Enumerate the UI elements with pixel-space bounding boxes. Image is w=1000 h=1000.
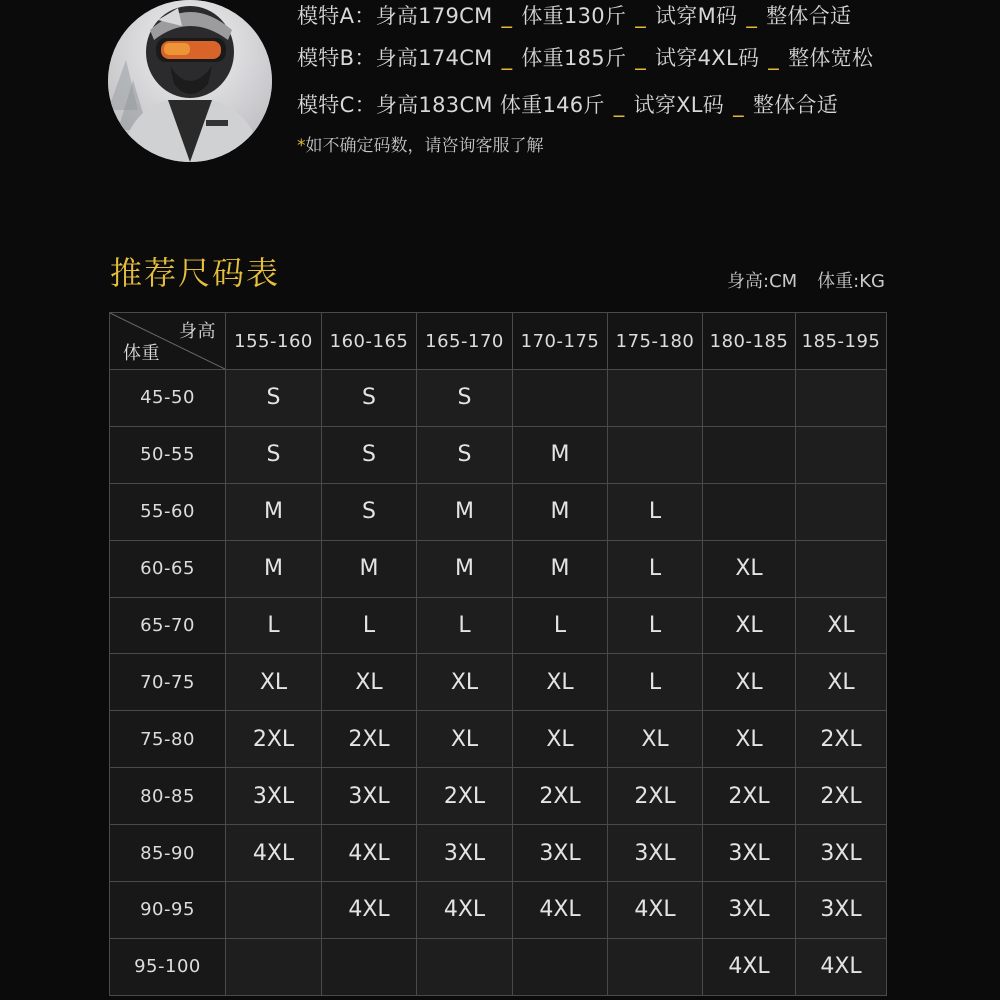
units-legend	[727, 267, 885, 293]
table-row	[110, 483, 887, 540]
model-name: 模特A	[297, 4, 355, 28]
separator: _	[635, 4, 647, 28]
height-column-header: 155-160	[226, 313, 322, 370]
model-colon: ：	[354, 93, 376, 117]
size-cell: S	[417, 370, 513, 427]
table-row	[110, 654, 887, 711]
size-cell: 3XL	[703, 825, 796, 882]
size-cell: XL	[703, 597, 796, 654]
size-cell: 4XL	[417, 882, 513, 939]
height-column-header: 175-180	[608, 313, 703, 370]
weight-row-header: 95-100	[110, 938, 226, 995]
size-cell: 3XL	[796, 882, 887, 939]
model-height: 身高179CM	[375, 4, 493, 28]
size-cell	[322, 938, 417, 995]
model-size: 试穿4XL码	[655, 46, 760, 70]
size-cell: 2XL	[796, 768, 887, 825]
model-fit: 整体合适	[766, 4, 852, 28]
size-cell: S	[322, 483, 417, 540]
size-cell	[703, 370, 796, 427]
size-cell: L	[417, 597, 513, 654]
size-cell: XL	[703, 654, 796, 711]
table-header-row	[110, 313, 887, 370]
size-cell: 3XL	[322, 768, 417, 825]
table-row	[110, 882, 887, 939]
height-column-header: 160-165	[322, 313, 417, 370]
size-cell	[226, 882, 322, 939]
size-cell: S	[226, 370, 322, 427]
size-consult-note	[297, 131, 544, 156]
height-column-header: 180-185	[703, 313, 796, 370]
model-height: 身高174CM	[375, 46, 493, 70]
size-cell	[513, 938, 608, 995]
model-c-line	[297, 89, 838, 119]
table-row	[110, 426, 887, 483]
weight-row-header: 65-70	[110, 597, 226, 654]
size-cell: 4XL	[513, 882, 608, 939]
table-row	[110, 825, 887, 882]
size-cell: XL	[513, 654, 608, 711]
weight-row-header: 55-60	[110, 483, 226, 540]
separator: _	[635, 46, 647, 70]
size-cell: 4XL	[322, 882, 417, 939]
model-weight: 体重130斤	[521, 4, 627, 28]
note-text: 如不确定码数，请咨询客服了解	[305, 136, 544, 156]
size-cell	[796, 370, 887, 427]
size-cell: M	[513, 426, 608, 483]
separator: _	[501, 46, 513, 70]
page-title: 推荐尺码表	[110, 254, 281, 292]
size-cell: XL	[703, 711, 796, 768]
size-cell: L	[513, 597, 608, 654]
model-name: 模特B	[297, 46, 355, 70]
weight-row-header: 60-65	[110, 540, 226, 597]
size-cell: L	[608, 654, 703, 711]
size-cell: 2XL	[417, 768, 513, 825]
size-cell: L	[322, 597, 417, 654]
separator: _	[768, 46, 780, 70]
size-cell: M	[322, 540, 417, 597]
size-cell: L	[226, 597, 322, 654]
size-cell	[796, 540, 887, 597]
size-cell: XL	[417, 711, 513, 768]
size-cell: 4XL	[703, 938, 796, 995]
table-row	[110, 938, 887, 995]
size-cell: M	[226, 483, 322, 540]
weight-row-header: 45-50	[110, 370, 226, 427]
size-cell: M	[513, 540, 608, 597]
size-cell: 4XL	[322, 825, 417, 882]
size-cell: L	[608, 483, 703, 540]
corner-height-label: 身高	[179, 321, 216, 342]
size-cell	[608, 938, 703, 995]
size-cell: L	[608, 540, 703, 597]
model-a-line	[297, 0, 851, 30]
model-name: 模特C	[297, 93, 355, 117]
table-row	[110, 597, 887, 654]
height-column-header: 185-195	[796, 313, 887, 370]
size-cell: 3XL	[608, 825, 703, 882]
size-cell: 4XL	[796, 938, 887, 995]
weight-row-header: 90-95	[110, 882, 226, 939]
corner-weight-label: 体重	[123, 343, 160, 364]
size-cell: 2XL	[703, 768, 796, 825]
height-unit: 身高:CM	[727, 271, 798, 292]
size-cell: M	[417, 540, 513, 597]
size-cell: 3XL	[796, 825, 887, 882]
size-cell: 2XL	[226, 711, 322, 768]
weight-row-header: 50-55	[110, 426, 226, 483]
model-height: 身高183CM	[375, 93, 493, 117]
size-cell: 2XL	[796, 711, 887, 768]
table-row	[110, 540, 887, 597]
model-fit: 整体合适	[752, 93, 839, 117]
model-colon: ：	[354, 46, 376, 70]
table-row	[110, 768, 887, 825]
model-size: 试穿M码	[655, 4, 738, 28]
height-column-header: 170-175	[513, 313, 608, 370]
size-cell: XL	[796, 654, 887, 711]
table-row	[110, 711, 887, 768]
size-cell: S	[322, 426, 417, 483]
size-cell	[226, 938, 322, 995]
size-cell: 2XL	[322, 711, 417, 768]
model-b-line	[297, 42, 873, 72]
size-cell: S	[322, 370, 417, 427]
weight-unit: 体重:KG	[817, 271, 885, 292]
weight-row-header: 70-75	[110, 654, 226, 711]
model-colon: ：	[354, 4, 376, 28]
size-cell: XL	[513, 711, 608, 768]
size-cell: 4XL	[608, 882, 703, 939]
weight-row-header: 75-80	[110, 711, 226, 768]
model-weight: 体重146斤	[499, 93, 605, 117]
size-cell: XL	[703, 540, 796, 597]
size-cell	[608, 426, 703, 483]
separator: _	[733, 93, 744, 117]
size-cell: XL	[608, 711, 703, 768]
size-cell: XL	[796, 597, 887, 654]
size-cell: 4XL	[226, 825, 322, 882]
size-cell: XL	[322, 654, 417, 711]
size-cell	[703, 483, 796, 540]
size-cell: 2XL	[513, 768, 608, 825]
size-cell	[796, 483, 887, 540]
weight-row-header: 85-90	[110, 825, 226, 882]
note-star: *	[297, 136, 306, 156]
model-fit: 整体宽松	[788, 46, 874, 70]
size-cell: M	[417, 483, 513, 540]
size-cell: XL	[226, 654, 322, 711]
size-cell: XL	[417, 654, 513, 711]
size-cell: 2XL	[608, 768, 703, 825]
size-cell: 3XL	[703, 882, 796, 939]
size-cell	[513, 370, 608, 427]
size-cell: 3XL	[226, 768, 322, 825]
helmet-rider-icon	[108, 0, 272, 162]
size-chart-table	[109, 312, 887, 996]
model-avatar	[108, 0, 272, 162]
size-cell: S	[417, 426, 513, 483]
size-cell: L	[608, 597, 703, 654]
size-cell: S	[226, 426, 322, 483]
size-cell: 3XL	[513, 825, 608, 882]
table-corner-cell	[110, 313, 226, 370]
model-size: 试穿XL码	[633, 93, 725, 117]
size-cell	[608, 370, 703, 427]
size-cell: 3XL	[417, 825, 513, 882]
weight-row-header: 80-85	[110, 768, 226, 825]
separator: _	[613, 93, 625, 117]
model-weight: 体重185斤	[521, 46, 627, 70]
size-cell	[796, 426, 887, 483]
size-cell	[703, 426, 796, 483]
table-row	[110, 370, 887, 427]
size-cell: M	[226, 540, 322, 597]
separator: _	[501, 4, 513, 28]
separator: _	[746, 4, 758, 28]
size-cell	[417, 938, 513, 995]
size-cell: M	[513, 483, 608, 540]
height-column-header: 165-170	[417, 313, 513, 370]
